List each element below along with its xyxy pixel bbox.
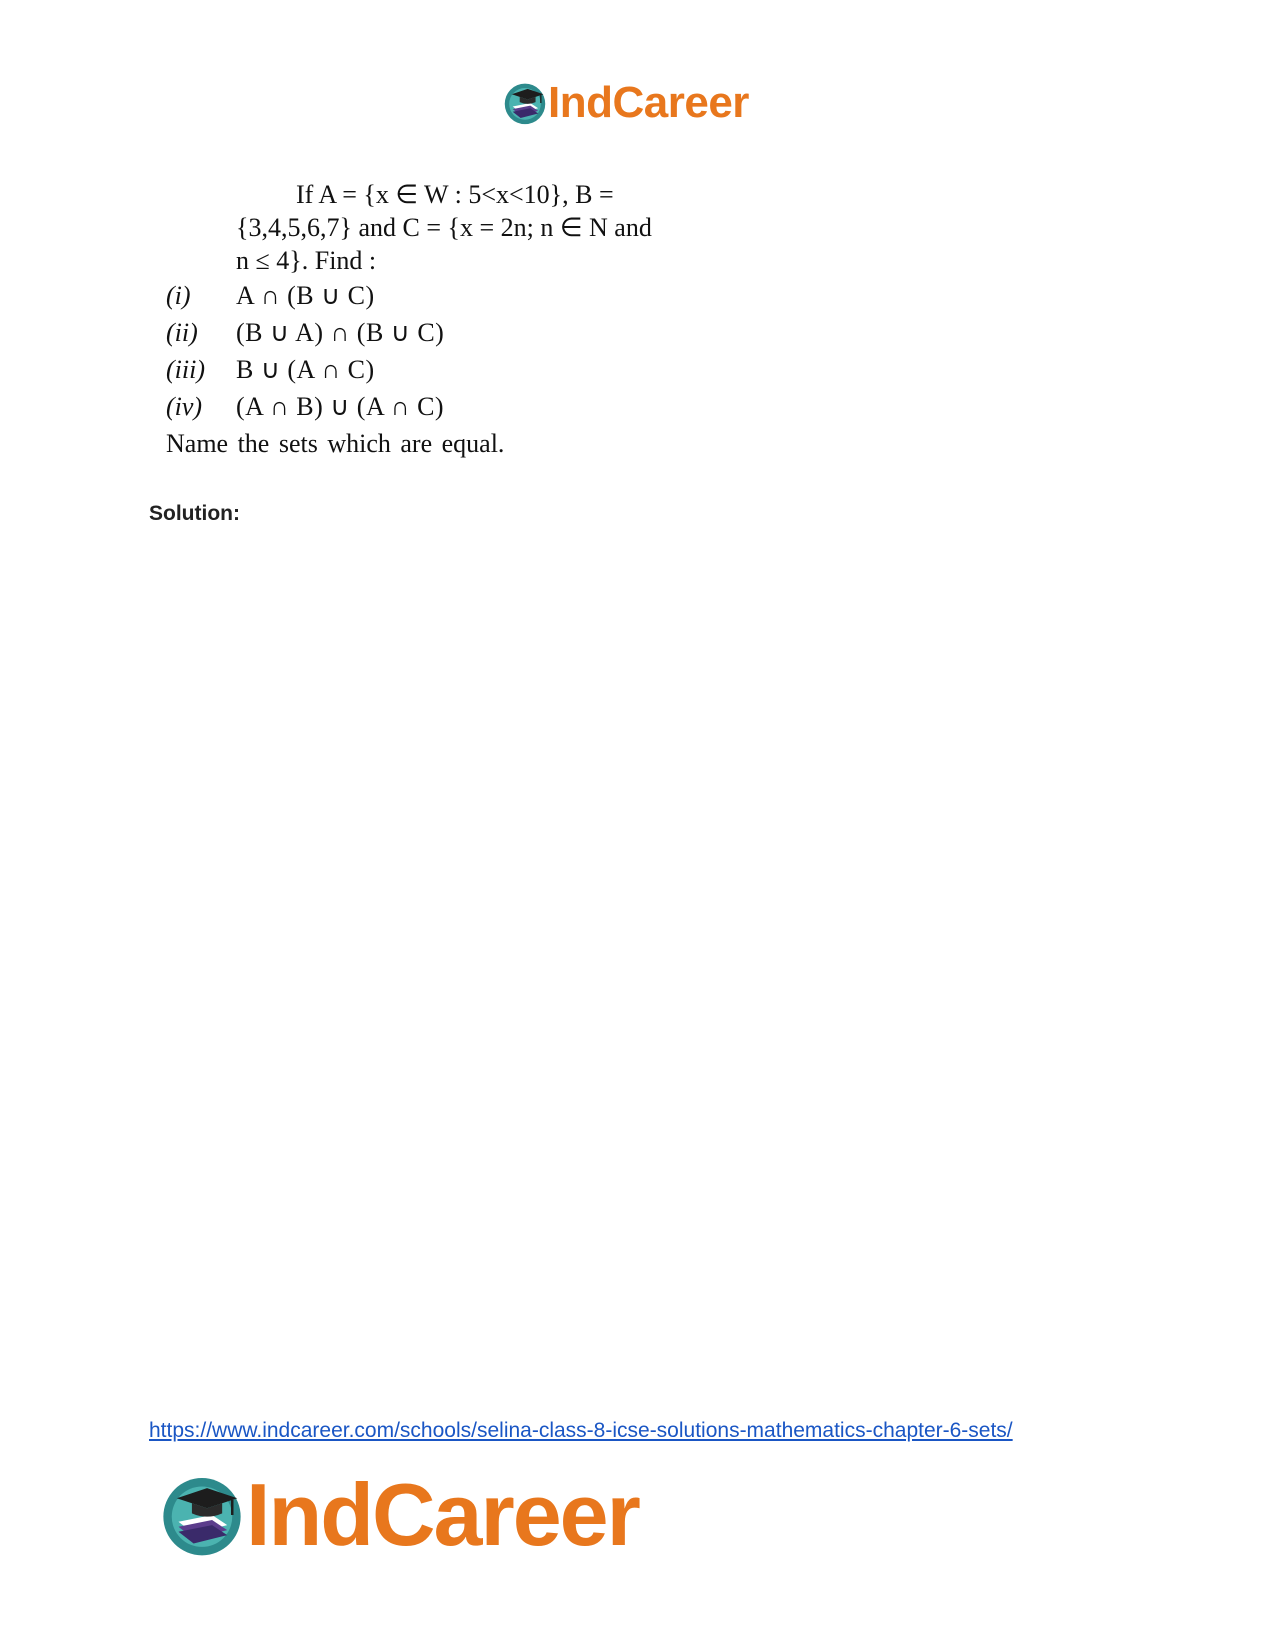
part-label: (i) <box>166 281 191 310</box>
question-closing: Name the sets which are equal. <box>166 429 505 458</box>
question-intro <box>236 178 706 277</box>
solution-heading: Solution: <box>149 502 240 525</box>
header-logo <box>503 78 749 128</box>
brand-name: IndCareer <box>246 1465 639 1564</box>
source-url-link[interactable]: https://www.indcareer.com/schools/selina-class-8-icse-solutions-mathematics-chapter-6-sets/ <box>149 1419 1013 1442</box>
question-intro-line: If A = {x ∈ W : 5<x<10}, B = <box>296 180 614 209</box>
part-label: (iv) <box>166 392 203 421</box>
part-label: (ii) <box>166 318 198 347</box>
graduation-cap-icon <box>503 81 547 125</box>
brand-name: IndCareer <box>548 78 749 127</box>
question-part <box>166 388 726 425</box>
part-expression: (A ∩ B) ∪ (A ∩ C) <box>236 392 445 421</box>
question-part <box>166 314 726 351</box>
question-intro-line: n ≤ 4}. Find : <box>236 246 377 275</box>
part-expression: A ∩ (B ∪ C) <box>236 281 375 310</box>
footer-logo <box>160 1465 639 1564</box>
question-intro-line: {3,4,5,6,7} and C = {x = 2n; n ∈ N and <box>236 213 652 242</box>
part-expression: B ∪ (A ∩ C) <box>236 355 375 384</box>
part-label: (iii) <box>166 355 205 384</box>
part-expression: (B ∪ A) ∩ (B ∪ C) <box>236 318 445 347</box>
question-part <box>166 277 726 314</box>
graduation-cap-icon <box>160 1473 244 1557</box>
question-part <box>166 351 726 388</box>
question-block <box>166 178 726 462</box>
